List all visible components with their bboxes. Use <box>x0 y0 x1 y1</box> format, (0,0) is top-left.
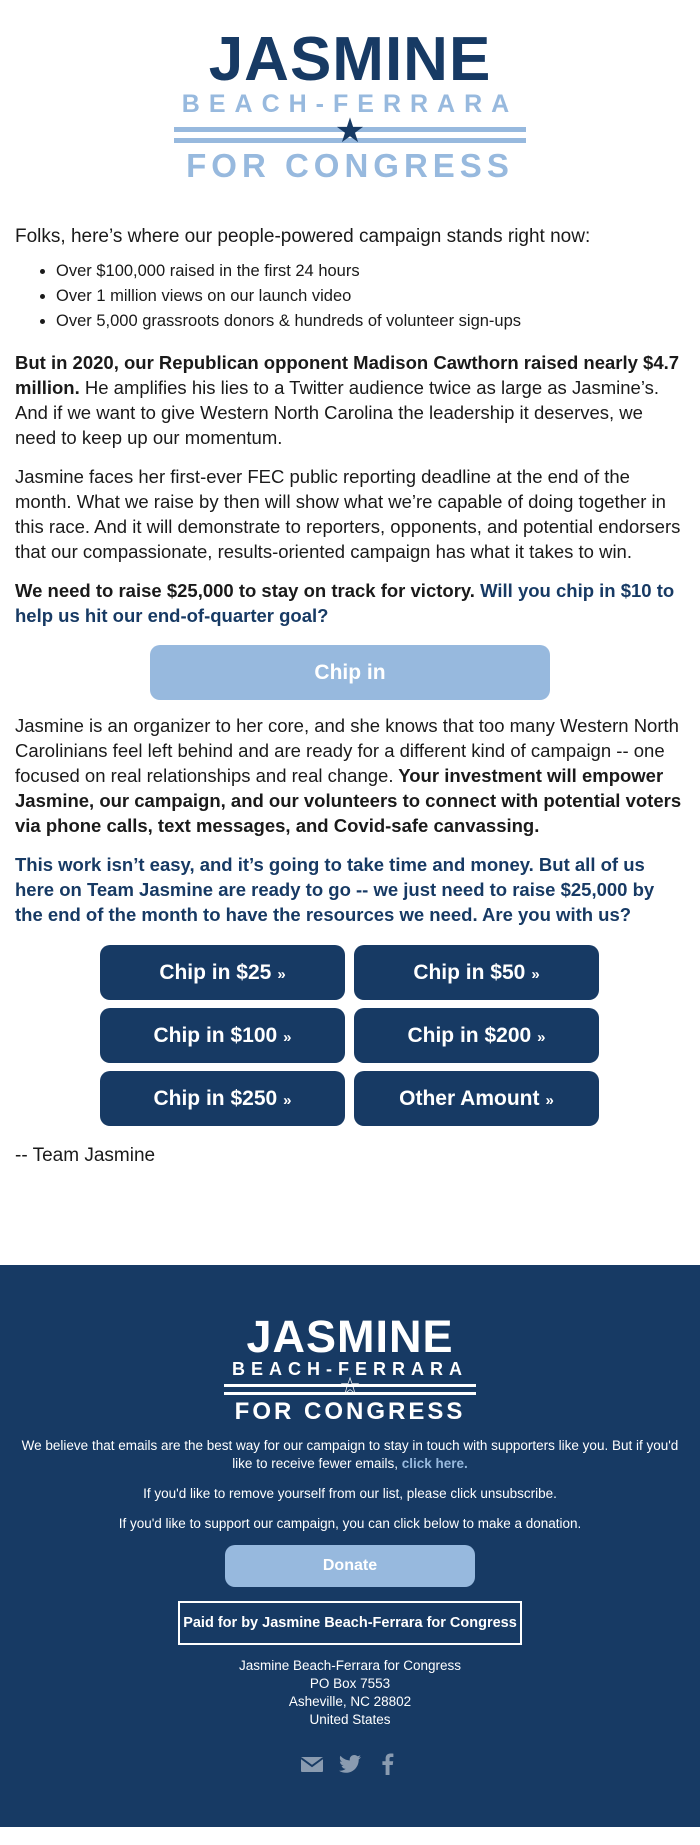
intro-text: Folks, here’s where our people-powered campaign stands right now: <box>15 226 591 247</box>
logo-stripes <box>174 112 526 150</box>
button-label: Chip in $25 <box>159 961 272 984</box>
logo-tagline: FOR CONGRESS <box>186 147 514 184</box>
footer-logo-stripes <box>224 1373 476 1400</box>
address-line: PO Box 7553 <box>309 1676 391 1691</box>
paragraph-deadline: Jasmine faces her first-ever FEC public reporting deadline at the end of the month. What we raise by then will show what we’re capable of doing together in this race. And it will demonstrate to reporters, opponents, and potential endorsers that our compassionate, results-oriented campaign has what it takes to win. <box>15 466 681 562</box>
list-item: • Over 1 million views on our launch video <box>56 284 685 309</box>
button-label: Other Amount <box>399 1087 540 1110</box>
opponent-bold-text: But in 2020, our Republican opponent Madison Cawthorn raised nearly $4.7 million. <box>15 352 680 398</box>
paragraph-team: This work isn’t easy, and it’s going to take time and money. But all of us here on Team Jasmine are ready to go -- we just need to raise $25,000 by the end of the month to have the resources we need. Are you with us? <box>15 854 655 925</box>
email-footer <box>0 1265 700 1827</box>
paragraph-ask <box>15 578 685 628</box>
double-arrow-icon: » <box>537 1029 546 1046</box>
footer-text: We believe that emails are the best way for our campaign to stay in touch with supporters like you. But if you'd like to receive fewer emails, <box>21 1438 679 1471</box>
footer-logo-subtitle: BEACH-FERRARA <box>232 1359 468 1379</box>
stats-list <box>56 259 685 334</box>
footer-support-text: If you'd like to support our campaign, you can click below to make a donation. <box>118 1516 582 1531</box>
mailing-address <box>0 1657 700 1729</box>
paragraph-organizer <box>15 713 685 838</box>
donation-amount-grid <box>100 945 600 1126</box>
star-icon: ☆ <box>339 1373 361 1400</box>
logo-name: JASMINE <box>208 25 492 94</box>
button-label: Chip in $250 <box>153 1087 278 1110</box>
list-item: • Over $100,000 raised in the first 24 hours <box>56 259 685 284</box>
ask-blue-text: Will you chip in $10 to help us hit our end-of-quarter goal? <box>15 580 675 626</box>
other-amount-button[interactable] <box>354 1071 599 1126</box>
address-line: Jasmine Beach-Ferrara for Congress <box>238 1658 462 1673</box>
chip-in-button[interactable]: Chip in <box>150 645 550 700</box>
double-arrow-icon: » <box>531 966 540 983</box>
logo-subtitle: BEACH-FERRARA <box>181 90 519 118</box>
donate-button[interactable]: Donate <box>225 1545 475 1587</box>
button-label: Chip in $50 <box>413 961 526 984</box>
campaign-logo <box>0 0 700 205</box>
double-arrow-icon: » <box>283 1029 292 1046</box>
paragraph-opponent <box>15 350 685 450</box>
button-label: Chip in $100 <box>153 1024 278 1047</box>
footer-fewer-emails-text <box>20 1437 680 1473</box>
ask-bold-text: We need to raise $25,000 to stay on track for victory. <box>15 580 475 601</box>
double-arrow-icon: » <box>545 1092 554 1109</box>
facebook-icon[interactable] <box>376 1752 400 1776</box>
chip-in-25-button[interactable] <box>100 945 345 1000</box>
organizer-bold-text: Your investment will empower Jasmine, our campaign, and our volunteers to connect with potential voters via phone calls, text messages, and Covid-safe canvassing. <box>15 765 682 836</box>
chip-in-250-button[interactable] <box>100 1071 345 1126</box>
star-icon: ★ <box>334 112 366 150</box>
footer-logo-tagline: FOR CONGRESS <box>234 1398 466 1425</box>
footer-logo-name: JASMINE <box>246 1311 454 1362</box>
footer-unsubscribe-text: If you'd like to remove yourself from our list, please click unsubscribe. <box>143 1486 557 1501</box>
list-item: • Over 5,000 grassroots donors & hundreds of volunteer sign-ups <box>56 309 685 334</box>
organizer-text: Jasmine is an organizer to her core, and she knows that too many Western North Carolinians feel left behind and are ready for a different kind of campaign -- one focused on real relationships and real change. <box>15 715 679 786</box>
double-arrow-icon: » <box>277 966 286 983</box>
twitter-icon[interactable] <box>338 1752 362 1776</box>
button-label: Chip in $200 <box>407 1024 532 1047</box>
fewer-emails-link[interactable]: click here. <box>401 1456 468 1471</box>
footer-logo <box>0 1265 700 1425</box>
signoff: -- Team Jasmine <box>15 1145 156 1166</box>
opponent-text: He amplifies his lies to a Twitter audience twice as large as Jasmine’s. And if we want to give Western North Carolina the leadership it deserves, we need to keep up our momentum. <box>15 377 659 448</box>
chip-in-wrapper <box>15 645 685 700</box>
chip-in-200-button[interactable] <box>354 1008 599 1063</box>
double-arrow-icon: » <box>283 1092 292 1109</box>
chip-in-50-button[interactable] <box>354 945 599 1000</box>
mail-icon[interactable] <box>300 1752 324 1776</box>
chip-in-100-button[interactable] <box>100 1008 345 1063</box>
paid-for-disclaimer: Paid for by Jasmine Beach-Ferrara for Congress <box>178 1601 522 1645</box>
address-line: United States <box>309 1712 391 1727</box>
address-line: Asheville, NC 28802 <box>288 1694 412 1709</box>
social-links <box>0 1751 700 1777</box>
